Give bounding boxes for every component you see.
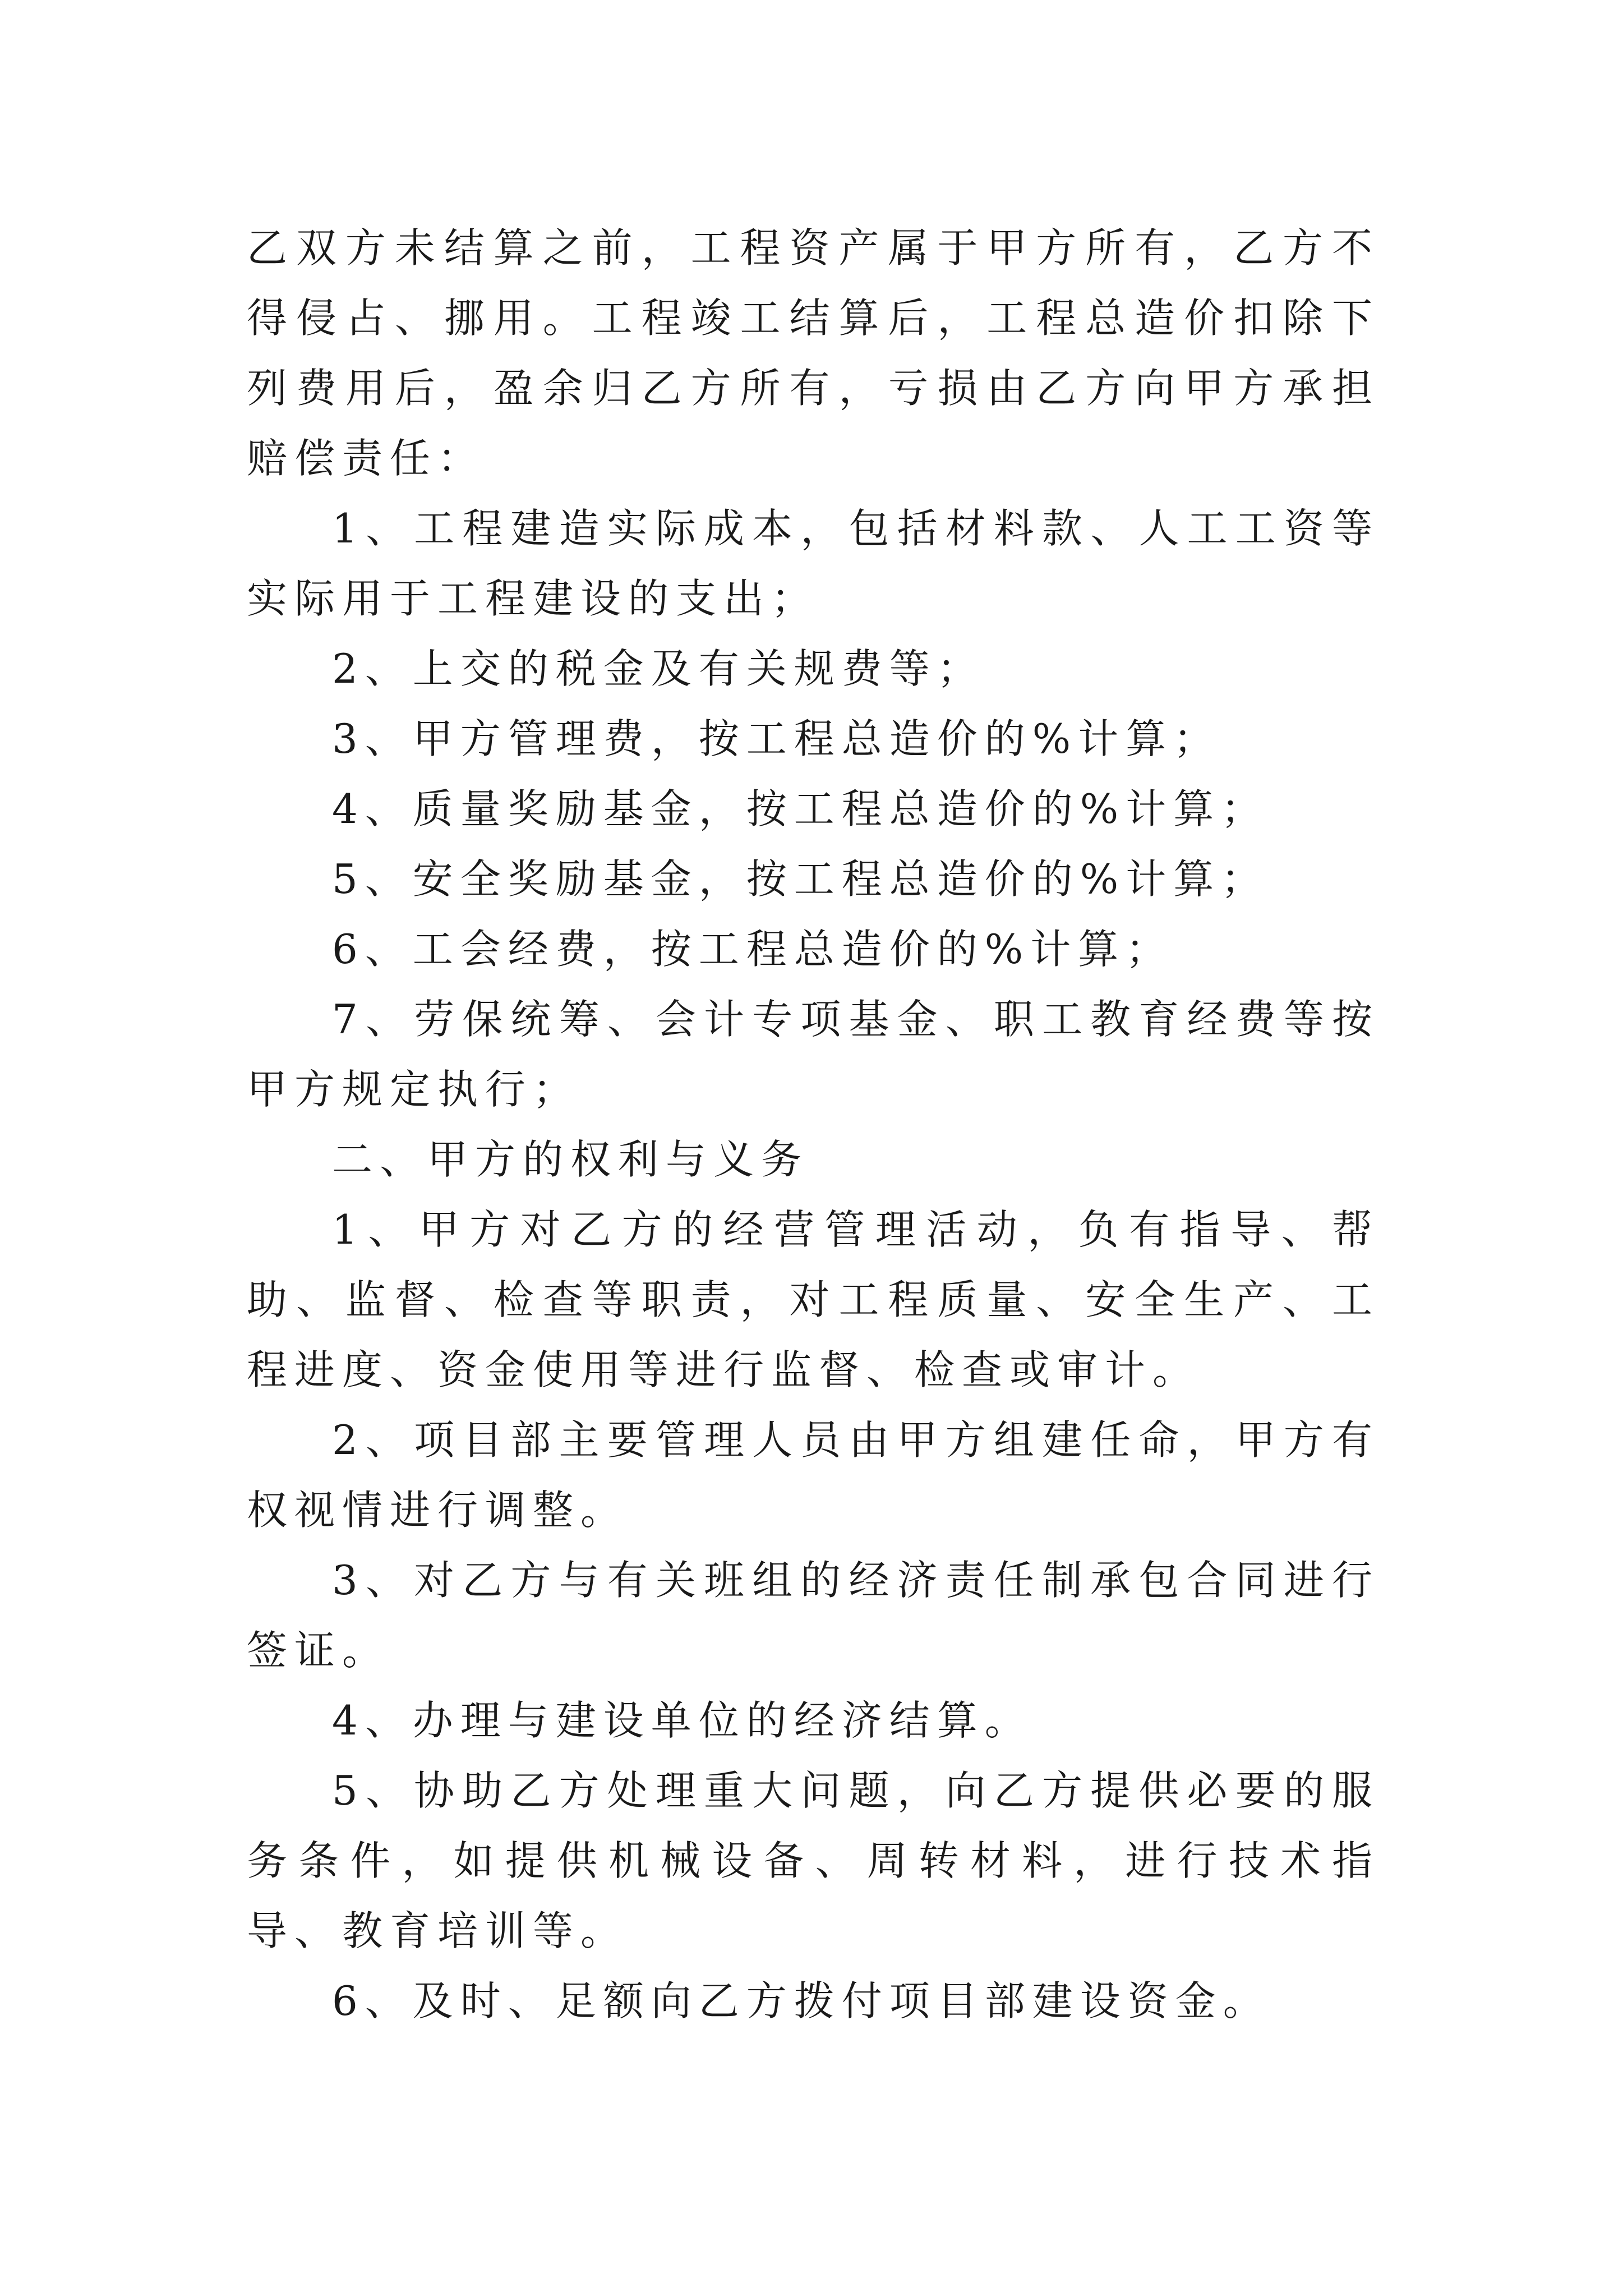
paragraph-rights-2: 2、项目部主要管理人员由甲方组建任命，甲方有权视情进行调整。 xyxy=(247,1416,1380,1534)
paragraph-item-7: 7、劳保统筹、会计专项基金、职工教育经费等按甲方规定执行； xyxy=(247,996,1380,1113)
paragraph-rights-1: 1、甲方对乙方的经营管理活动，负有指导、帮助、监督、检查等职责，对工程质量、安全生产、工程进度、资金使用等进行监督、检查或审计。 xyxy=(247,1206,1380,1393)
paragraph-rights-3: 3、对乙方与有关班组的经济责任制承包合同进行签证。 xyxy=(247,1557,1380,1674)
paragraph-item-6: 6、工会经费，按工程总造价的%计算； xyxy=(332,926,1174,973)
paragraph-item-5: 5、安全奖励基金，按工程总造价的%计算； xyxy=(332,855,1269,903)
paragraph-item-3: 3、甲方管理费，按工程总造价的%计算； xyxy=(332,715,1221,762)
paragraph-rights-4: 4、办理与建设单位的经济结算。 xyxy=(332,1697,1032,1744)
paragraph-rights-6: 6、及时、足额向乙方拨付项目部建设资金。 xyxy=(332,1977,1271,2024)
paragraph-item-4: 4、质量奖励基金，按工程总造价的%计算； xyxy=(332,785,1269,832)
paragraph-continuation: 乙双方未结算之前，工程资产属于甲方所有，乙方不得侵占、挪用。工程竣工结算后，工程总造价扣除下列费用后，盈余归乙方所有，亏损由乙方向甲方承担赔偿责任： xyxy=(247,224,1380,482)
section-heading-party-a-rights: 二、甲方的权利与义务 xyxy=(332,1136,809,1183)
paragraph-item-2: 2、上交的税金及有关规费等； xyxy=(332,645,985,692)
paragraph-item-1: 1、工程建造实际成本，包括材料款、人工工资等实际用于工程建设的支出； xyxy=(247,505,1380,622)
document-body xyxy=(247,213,1380,2036)
paragraph-rights-5: 5、协助乙方处理重大问题，向乙方提供必要的服务条件，如提供机械设备、周转材料，进行技术指导、教育培训等。 xyxy=(247,1767,1380,1954)
